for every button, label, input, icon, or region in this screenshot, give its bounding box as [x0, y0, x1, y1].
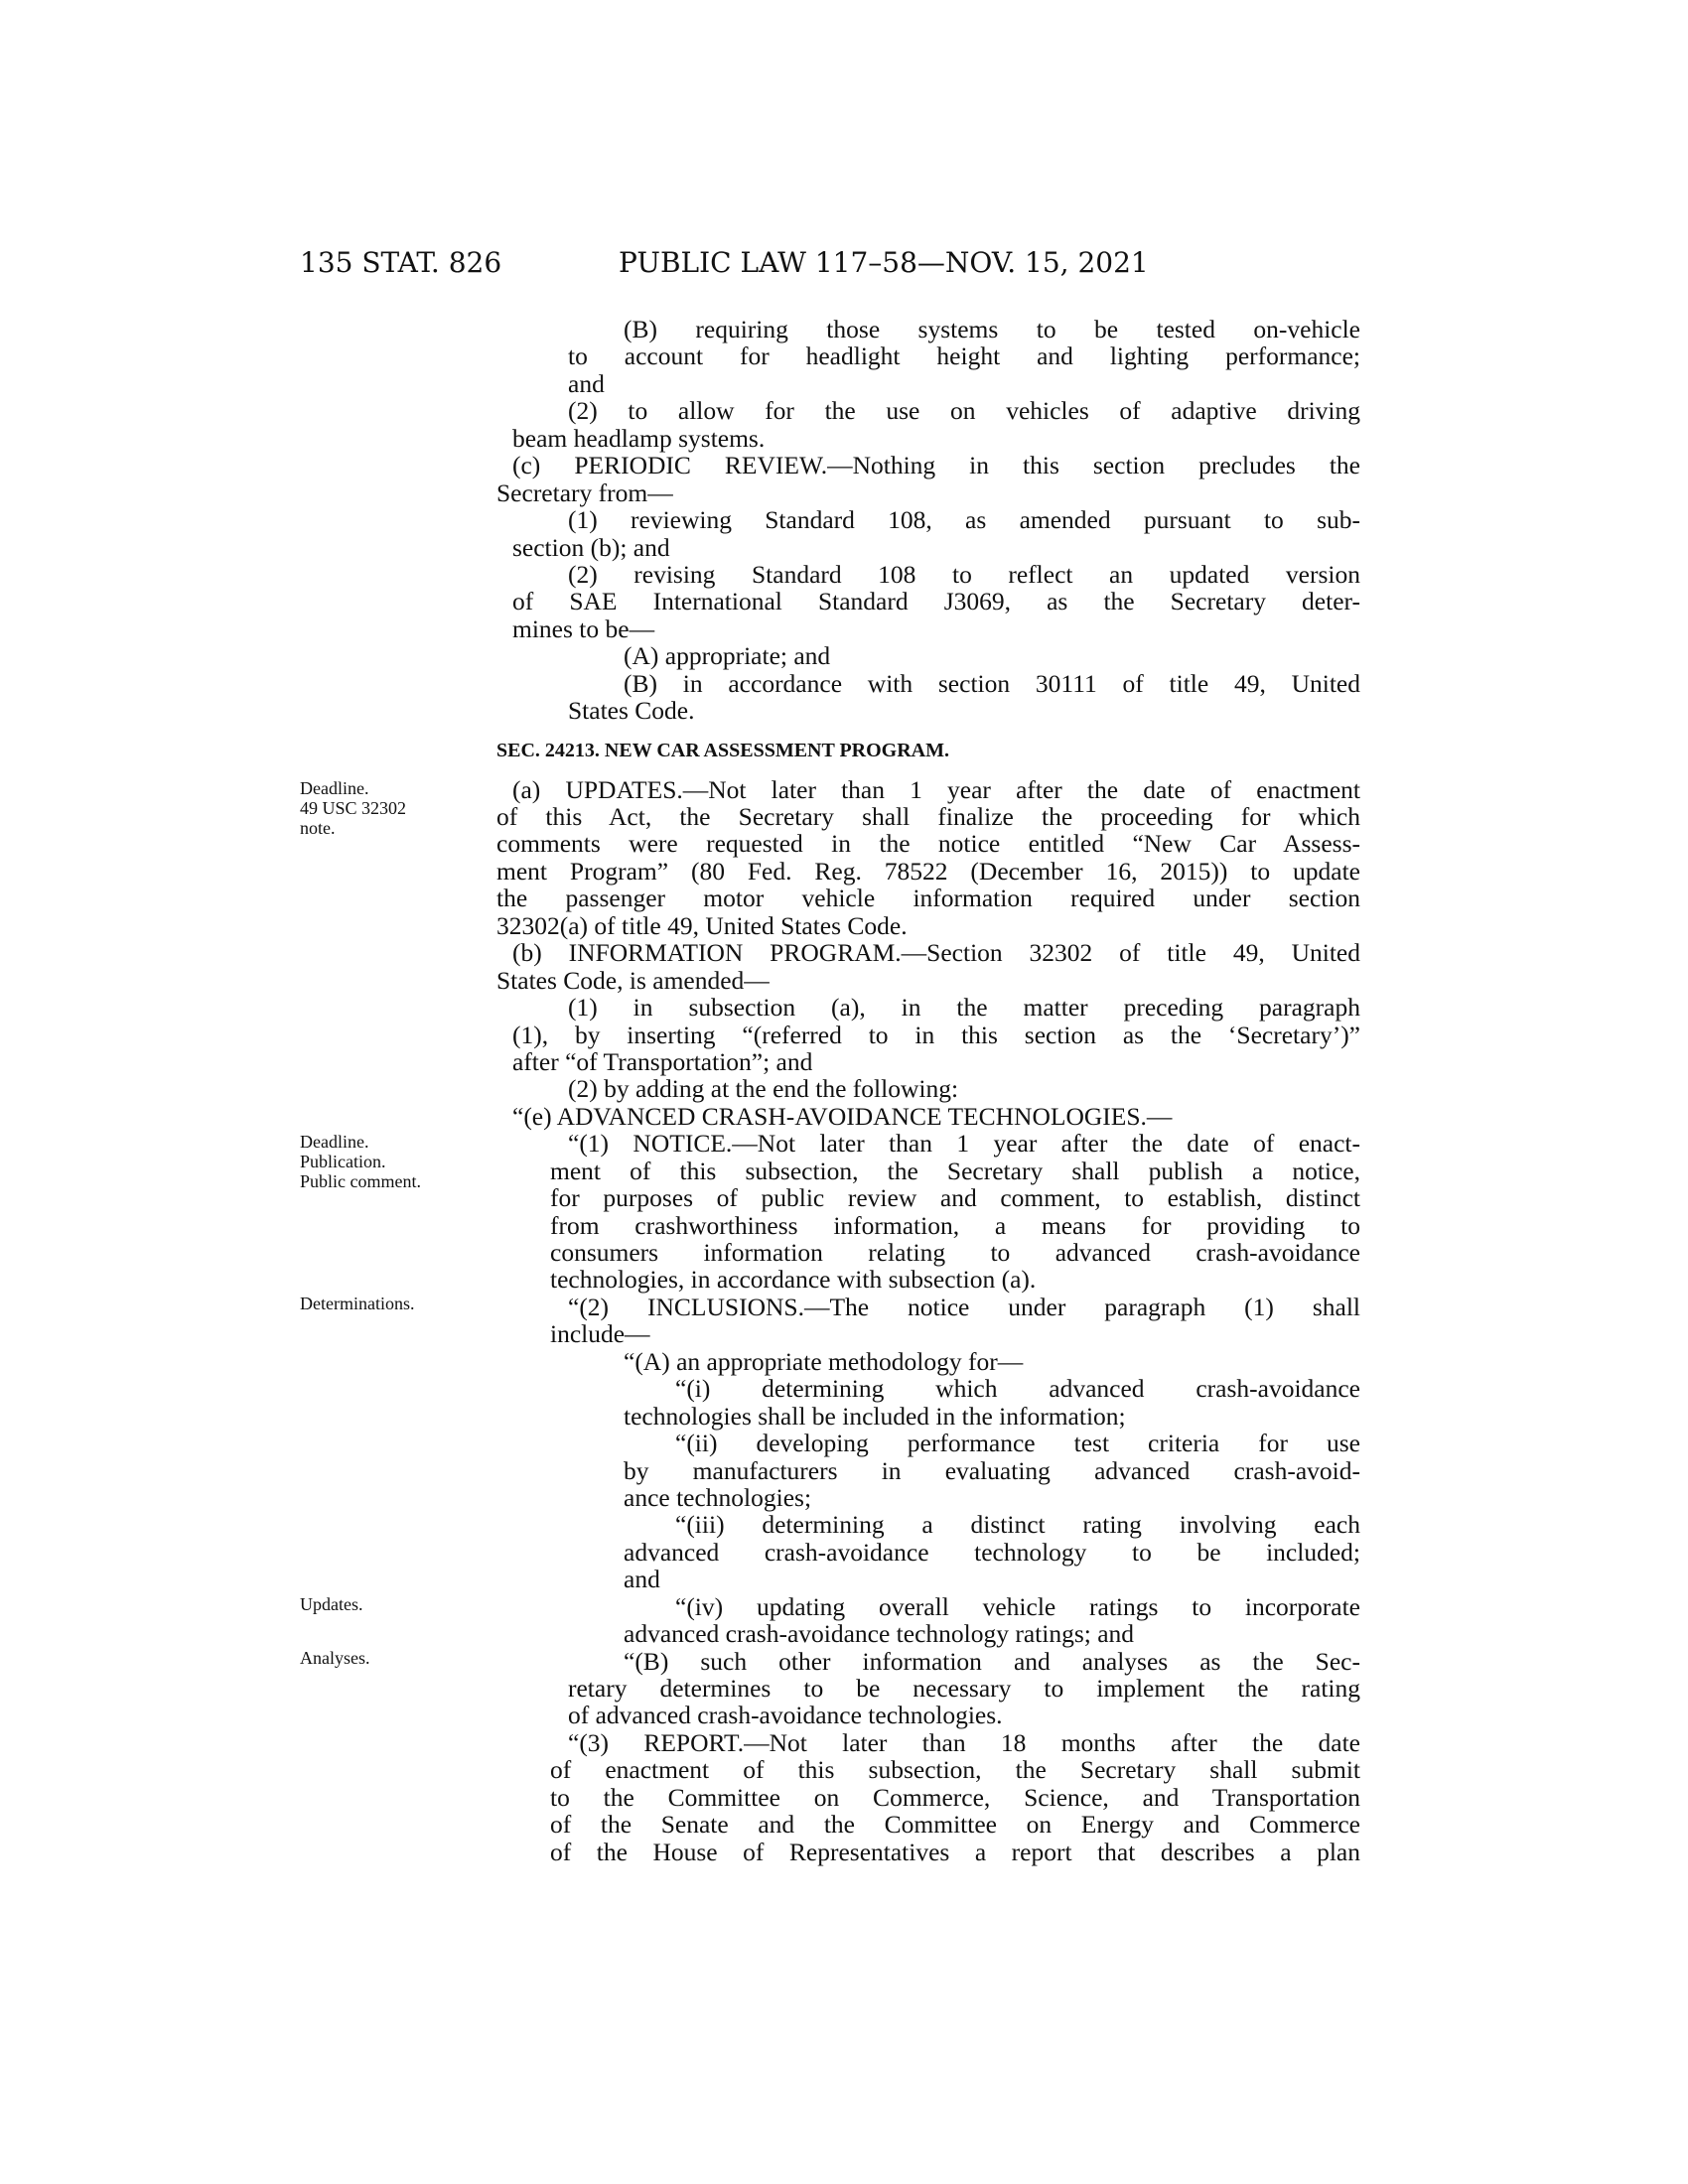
- text-line: and: [624, 1565, 660, 1594]
- text-line: advanced crash-avoidance technology to be included;: [624, 1537, 1360, 1567]
- text-line: “(3) REPORT.—Not later than 18 months after the date: [568, 1727, 1360, 1757]
- text-line: for purposes of public review and comment, to establish, distinct: [550, 1183, 1360, 1213]
- text-line: retary determines to be necessary to implement the rating: [568, 1674, 1360, 1703]
- margin-note-deadline-publication: [300, 1132, 479, 1191]
- text-line: beam headlamp systems.: [512, 423, 766, 453]
- text-line: by manufacturers in evaluating advanced crash-avoid-: [624, 1455, 1360, 1485]
- text-line: of enactment of this subsection, the Secretary shall submit: [550, 1755, 1360, 1785]
- text-line: of the Senate and the Committee on Energy and Commerce: [550, 1810, 1360, 1840]
- margin-note-determinations: [300, 1294, 479, 1313]
- stat-page-number: 135 STAT. 826: [300, 246, 502, 279]
- text-line: 32302(a) of title 49, United States Code.: [496, 910, 908, 940]
- text-line: (B) requiring those systems to be tested on-vehicle: [624, 315, 1360, 343]
- text-line: “(iv) updating overall vehicle ratings to incorporate: [675, 1591, 1360, 1621]
- text-line: (c) PERIODIC REVIEW.—Nothing in this section precludes the: [512, 451, 1360, 480]
- text-line: of the House of Representatives a report that describes a plan: [550, 1837, 1360, 1866]
- text-line: “(A) an appropriate methodology for—: [624, 1346, 1024, 1376]
- text-line: States Code, is amended—: [496, 965, 770, 995]
- margin-note-line: Determinations.: [300, 1294, 415, 1313]
- text-line: “(B) such other information and analyses as the Sec-: [624, 1646, 1360, 1676]
- margin-note-line: Publication.: [300, 1152, 386, 1171]
- section-heading: SEC. 24213. NEW CAR ASSESSMENT PROGRAM.: [496, 739, 950, 761]
- running-header: [0, 246, 1688, 286]
- text-line: “(2) INCLUSIONS.—The notice under paragraph (1) shall: [568, 1292, 1360, 1321]
- text-line: of advanced crash-avoidance technologies.: [568, 1701, 1003, 1730]
- text-line: the passenger motor vehicle information required under section: [496, 884, 1360, 913]
- text-line: (B) in accordance with section 30111 of title 49, United: [624, 668, 1360, 698]
- public-law-title: PUBLIC LAW 117–58—NOV. 15, 2021: [619, 246, 1149, 279]
- text-line: States Code.: [568, 696, 695, 726]
- text-line: from crashworthiness information, a means for providing to: [550, 1210, 1360, 1240]
- text-line: (1) in subsection (a), in the matter preceding paragraph: [568, 993, 1360, 1023]
- text-line: technologies, in accordance with subsection (a).: [550, 1265, 1037, 1295]
- document-body: [496, 316, 1360, 1865]
- text-line: include—: [550, 1319, 650, 1349]
- margin-note-line: Deadline.: [300, 778, 369, 798]
- text-line: ment Program” (80 Fed. Reg. 78522 (December 16, 2015)) to update: [496, 856, 1360, 886]
- margin-note-line: 49 USC 32302: [300, 798, 407, 818]
- text-line: (b) INFORMATION PROGRAM.—Section 32302 of title 49, United: [512, 938, 1360, 968]
- text-line: to the Committee on Commerce, Science, and Transportation: [550, 1782, 1360, 1812]
- margin-note-deadline-usc: [300, 778, 479, 838]
- text-line: (1) reviewing Standard 108, as amended pursuant to sub-: [568, 505, 1360, 535]
- margin-note-line: Public comment.: [300, 1171, 421, 1191]
- text-line: “(iii) determining a distinct rating involving each: [675, 1510, 1360, 1540]
- text-line: mines to be—: [512, 614, 655, 643]
- margin-note-updates: [300, 1594, 479, 1614]
- margin-note-line: Deadline.: [300, 1132, 369, 1152]
- margin-note-line: Analyses.: [300, 1648, 370, 1668]
- text-line: (1), by inserting “(referred to in this section as the ‘Secretary’)”: [512, 1020, 1360, 1049]
- text-line: of SAE International Standard J3069, as the Secretary deter-: [512, 587, 1360, 616]
- text-line: Secretary from—: [496, 478, 673, 507]
- text-line: “(i) determining which advanced crash-avoidance: [675, 1374, 1360, 1404]
- text-line: (2) by adding at the end the following:: [568, 1074, 959, 1104]
- text-line: “(1) NOTICE.—Not later than 1 year after the date of enact-: [568, 1129, 1360, 1159]
- text-line: to account for headlight height and lighting performance;: [568, 341, 1360, 371]
- text-line: section (b); and: [512, 532, 670, 562]
- text-line: comments were requested in the notice entitled “New Car Assess-: [496, 829, 1360, 859]
- text-line: (A) appropriate; and: [624, 641, 831, 671]
- text-line: “(e) ADVANCED CRASH-AVOIDANCE TECHNOLOGIES.—: [512, 1101, 1173, 1131]
- text-line: after “of Transportation”; and: [512, 1046, 813, 1076]
- margin-note-analyses: [300, 1648, 479, 1668]
- text-line: “(ii) developing performance test criteria for use: [675, 1429, 1360, 1458]
- text-line: (2) to allow for the use on vehicles of adaptive driving: [568, 396, 1360, 426]
- text-line: ment of this subsection, the Secretary shall publish a notice,: [550, 1156, 1360, 1185]
- text-line: technologies shall be included in the information;: [624, 1401, 1126, 1431]
- text-line: (2) revising Standard 108 to reflect an updated version: [568, 559, 1360, 589]
- text-line: ance technologies;: [624, 1482, 812, 1512]
- text-line: (a) UPDATES.—Not later than 1 year after the date of enactment: [512, 774, 1360, 804]
- text-line: of this Act, the Secretary shall finalize the proceeding for which: [496, 802, 1360, 831]
- text-line: advanced crash-avoidance technology ratings; and: [624, 1619, 1135, 1649]
- text-line: consumers information relating to advanced crash-avoidance: [550, 1238, 1360, 1267]
- margin-note-line: Updates.: [300, 1594, 363, 1614]
- margin-note-line: note.: [300, 818, 336, 838]
- text-line: and: [568, 368, 605, 398]
